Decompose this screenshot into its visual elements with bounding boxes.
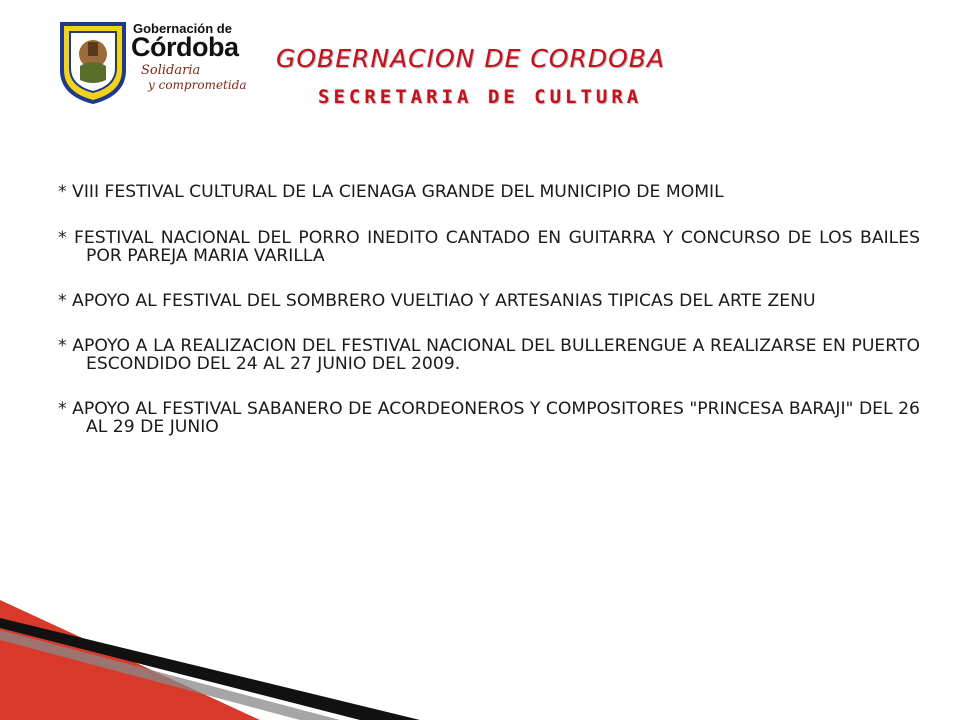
list-item: * APOYO AL FESTIVAL SABANERO DE ACORDEONEROS Y COMPOSITORES "PRINCESA BARAJI" DEL 26 AL 29 DE JUNIO xyxy=(58,399,920,437)
list-item: * VIII FESTIVAL CULTURAL DE LA CIENAGA GRANDE DEL MUNICIPIO DE MOMIL xyxy=(58,182,724,202)
corner-decoration xyxy=(0,600,420,720)
coat-of-arms-icon xyxy=(58,20,128,104)
list-item: * FESTIVAL NACIONAL DEL PORRO INEDITO CANTADO EN GUITARRA Y CONCURSO DE LOS BAILES POR PAREJA MARIA VARILLA xyxy=(58,228,920,266)
content-list xyxy=(58,183,920,463)
logo-slogan1: Solidaria xyxy=(141,63,201,78)
page-title: GOBERNACION DE CORDOBA xyxy=(276,44,666,73)
list-item: * APOYO A LA REALIZACION DEL FESTIVAL NACIONAL DEL BULLERENGUE A REALIZARSE EN PUERTO ESCONDIDO DEL 24 AL 27 JUNIO DEL 2009. xyxy=(58,336,920,374)
logo-line1: Gobernación de xyxy=(133,21,232,36)
logo-slogan2: y comprometida xyxy=(148,78,247,92)
logo-line2: Córdoba xyxy=(131,32,239,62)
list-item: * APOYO AL FESTIVAL DEL SOMBRERO VUELTIAO Y ARTESANIAS TIPICAS DEL ARTE ZENU xyxy=(58,291,816,311)
page-subtitle: SECRETARIA DE CULTURA xyxy=(318,86,643,108)
gobernacion-logo xyxy=(58,18,258,108)
